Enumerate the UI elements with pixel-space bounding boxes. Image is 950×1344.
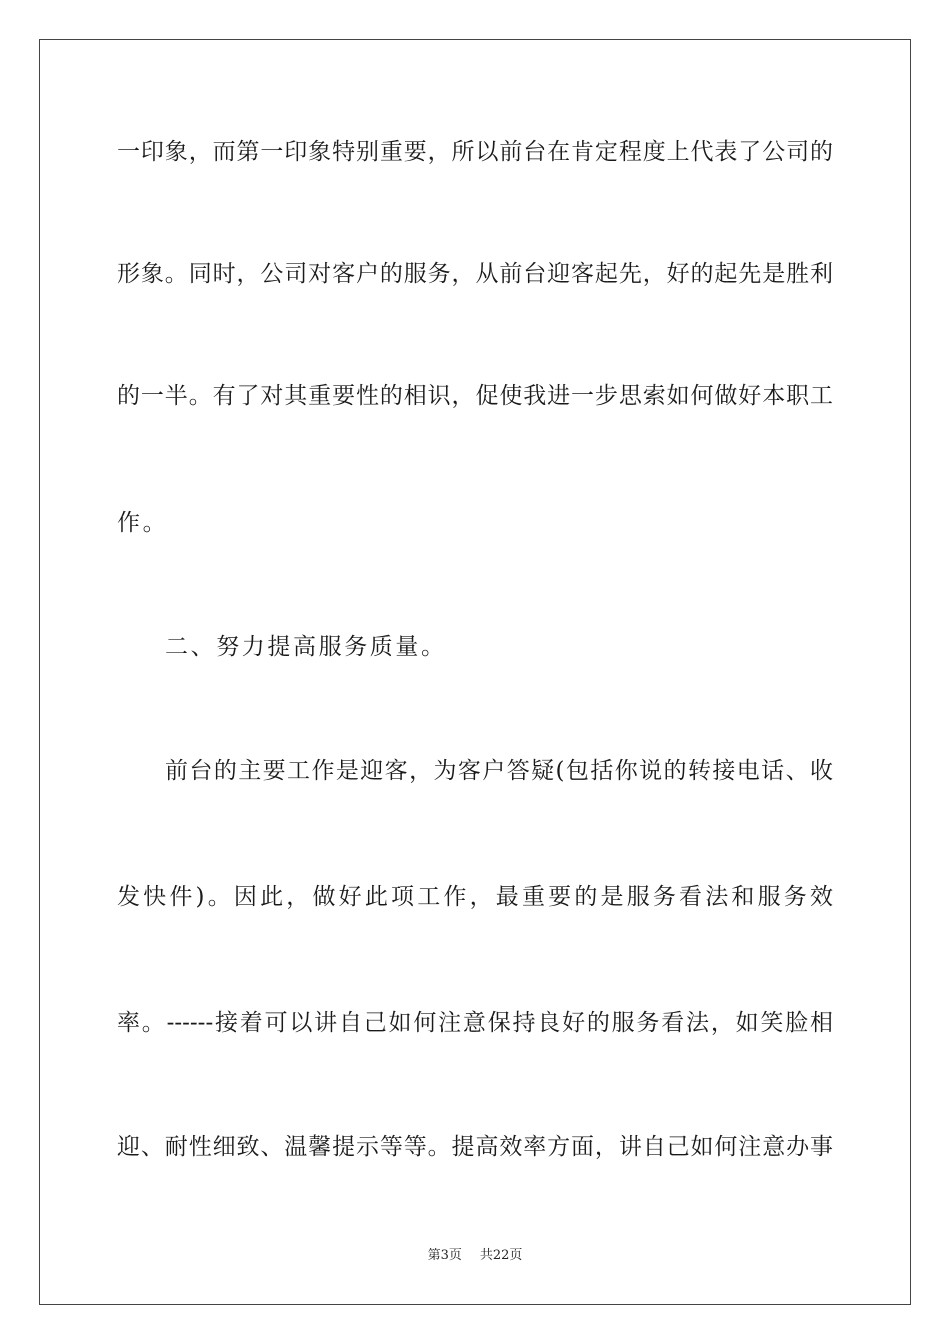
body-line-7: 发快件)。因此，做好此项工作，最重要的是服务看法和服务效 <box>117 884 833 910</box>
page-total: 共22页 <box>479 1248 523 1263</box>
body-line-9: 迎、耐性细致、温馨提示等等。提高效率方面，讲自己如何注意办事 <box>117 1134 833 1160</box>
page-border <box>39 39 911 1305</box>
section-heading: 二、努力提高服务质量。 <box>165 634 447 660</box>
body-line-3: 的一半。有了对其重要性的相识，促使我进一步思索如何做好本职工 <box>117 383 833 409</box>
body-line-8: 率。------接着可以讲自己如何注意保持良好的服务看法，如笑脸相 <box>117 1010 833 1036</box>
body-line-4: 作。 <box>117 510 169 536</box>
body-line-2: 形象。同时，公司对客户的服务，从前台迎客起先，好的起先是胜利 <box>117 261 833 287</box>
page-number: 第3页 <box>427 1248 462 1263</box>
body-line-6: 前台的主要工作是迎客，为客户答疑(包括你说的转接电话、收 <box>165 758 833 784</box>
page-footer <box>0 1247 950 1265</box>
body-line-1: 一印象，而第一印象特别重要，所以前台在肯定程度上代表了公司的 <box>117 139 833 165</box>
